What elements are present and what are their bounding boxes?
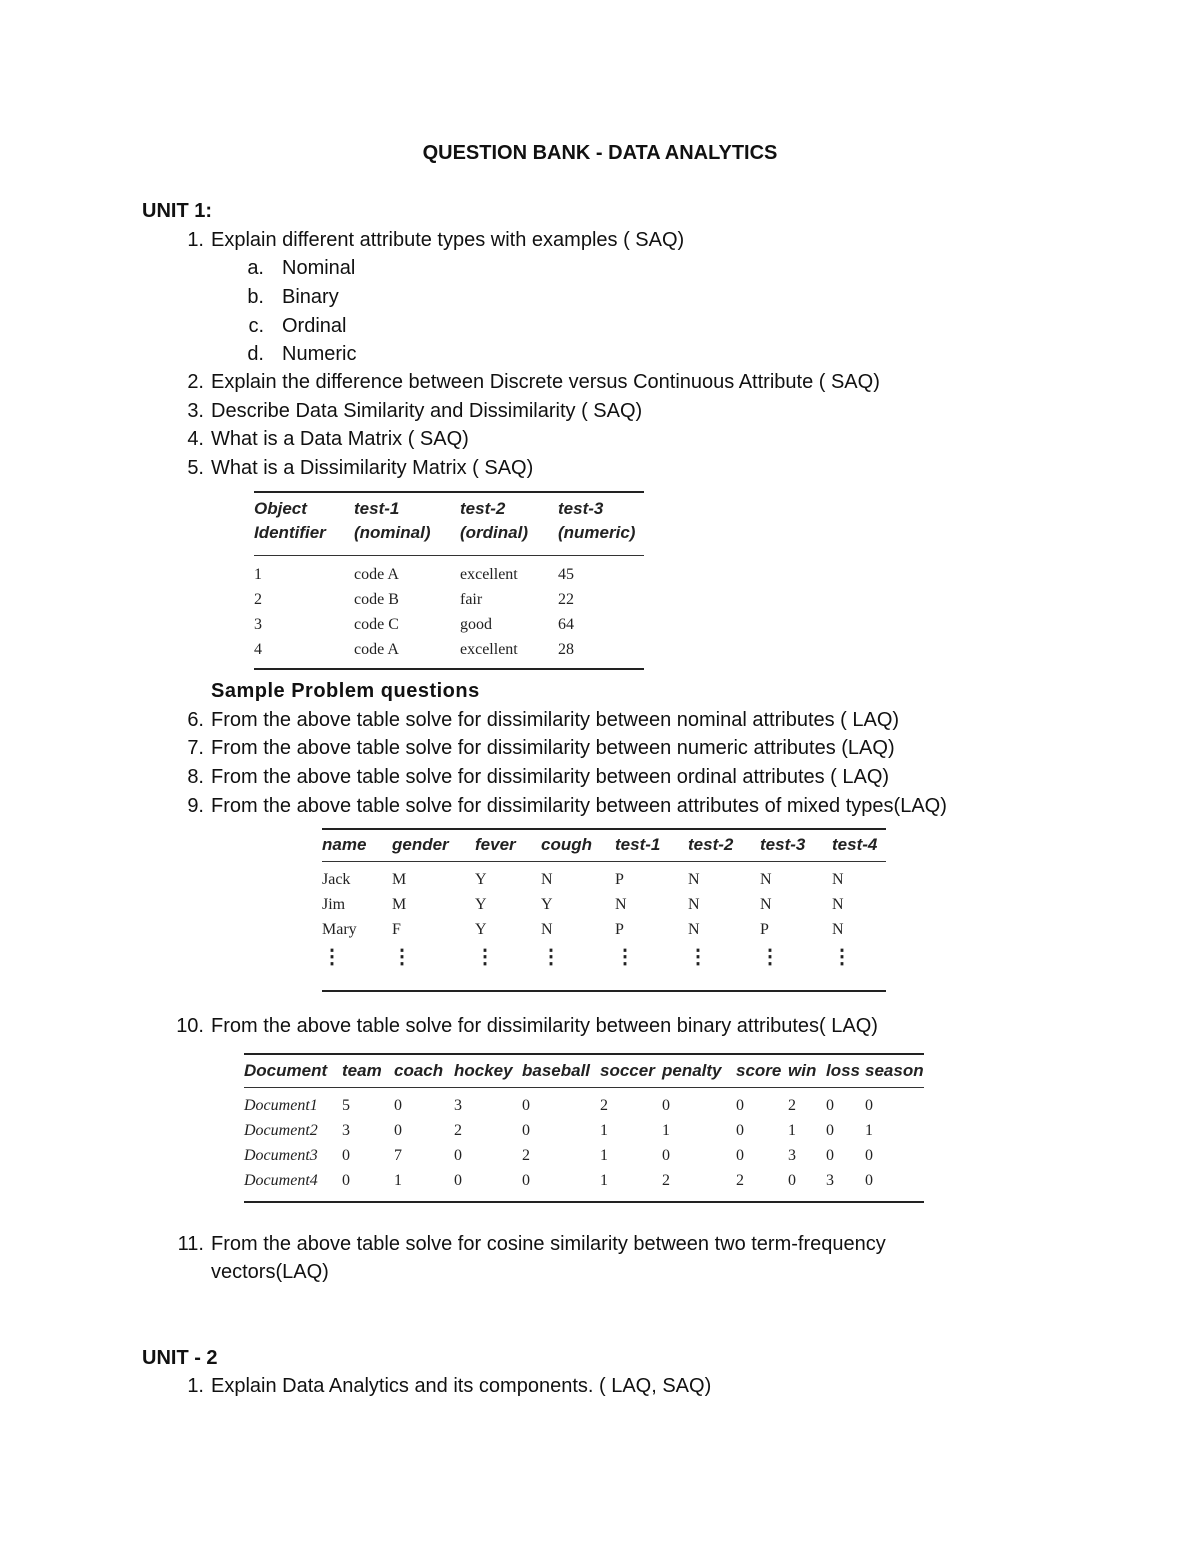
- table-row: [244, 1143, 924, 1168]
- table-cell: 28: [558, 640, 574, 658]
- table-cell: 3: [826, 1171, 834, 1189]
- table-cell: F: [392, 920, 401, 938]
- question-text: From the above table solve for dissimilarity between ordinal attributes ( LAQ): [211, 766, 890, 788]
- table-cell: 0: [736, 1121, 744, 1139]
- table-row: [322, 942, 886, 991]
- table-cell: Y: [475, 895, 487, 913]
- column-header: penalty: [662, 1054, 736, 1088]
- table-cell: 1: [254, 565, 262, 583]
- list-item: Nominal: [282, 257, 356, 279]
- column-header: fever: [475, 829, 541, 862]
- table-cell: 7: [394, 1146, 402, 1164]
- table-cell: M: [392, 870, 407, 888]
- table-cell: 1: [394, 1171, 402, 1189]
- column-header: coach: [394, 1054, 454, 1088]
- table-row: [254, 587, 644, 612]
- question-text: Describe Data Similarity and Dissimilarity ( SAQ): [211, 400, 643, 422]
- ellipsis-cell: ⋮: [832, 946, 852, 968]
- table-cell: 0: [736, 1146, 744, 1164]
- table-row: [254, 612, 644, 637]
- table-row: [322, 917, 886, 942]
- unit-1-heading: UNIT 1:: [142, 200, 212, 222]
- table-cell: P: [760, 920, 769, 938]
- table-cell: N: [832, 920, 844, 938]
- table-cell: 2: [522, 1146, 530, 1164]
- column-header: hockey: [454, 1054, 522, 1088]
- table-cell: 1: [788, 1121, 796, 1139]
- column-header: test-4: [832, 829, 886, 862]
- table-cell: 3: [254, 615, 262, 633]
- table-cell: 0: [454, 1146, 462, 1164]
- term-frequency-table: [244, 1053, 924, 1203]
- table-cell: N: [541, 870, 553, 888]
- ellipsis-cell: ⋮: [541, 946, 561, 968]
- table-cell: excellent: [460, 565, 518, 583]
- table-cell: excellent: [460, 640, 518, 658]
- table-cell: N: [688, 870, 700, 888]
- table-cell: P: [615, 870, 624, 888]
- unit-2-heading: UNIT - 2: [142, 1347, 218, 1369]
- table-cell: Y: [475, 870, 487, 888]
- column-header: cough: [541, 829, 615, 862]
- table-cell: 0: [522, 1096, 530, 1114]
- table-row: [244, 1088, 924, 1119]
- question-text: From the above table solve for dissimilarity between binary attributes( LAQ): [211, 1015, 878, 1037]
- table-cell: 0: [342, 1171, 350, 1189]
- ellipsis-cell: ⋮: [392, 946, 412, 968]
- table-cell: N: [688, 895, 700, 913]
- table-cell: 0: [522, 1121, 530, 1139]
- question-text: From the above table solve for dissimilarity between attributes of mixed types(LAQ): [211, 795, 947, 817]
- table-cell: code B: [354, 590, 399, 608]
- table-cell: N: [541, 920, 553, 938]
- list-item: Ordinal: [282, 315, 347, 337]
- table-cell: 0: [662, 1096, 670, 1114]
- table-cell: 3: [788, 1146, 796, 1164]
- question-text: Explain the difference between Discrete versus Continuous Attribute ( SAQ): [211, 371, 880, 393]
- table-cell: 0: [342, 1146, 350, 1164]
- table-cell: 0: [394, 1121, 402, 1139]
- table-cell: N: [615, 895, 627, 913]
- column-header: test-1 (nominal): [354, 492, 460, 556]
- table-row: [254, 556, 644, 588]
- list-item: Numeric: [282, 343, 357, 365]
- table-row: [254, 637, 644, 669]
- table-cell: 0: [865, 1146, 873, 1164]
- table-cell: 0: [865, 1096, 873, 1114]
- ellipsis-cell: ⋮: [688, 946, 708, 968]
- question-number: 1.: [187, 229, 204, 251]
- list-item: Binary: [282, 286, 339, 308]
- question-text: What is a Dissimilarity Matrix ( SAQ): [211, 457, 534, 479]
- table-cell: N: [832, 870, 844, 888]
- table-cell: 0: [826, 1121, 834, 1139]
- table-cell: 2: [600, 1096, 608, 1114]
- list-letter: a.: [247, 257, 264, 279]
- table-cell: 0: [522, 1171, 530, 1189]
- table-cell: 0: [736, 1096, 744, 1114]
- table-cell: 2: [788, 1096, 796, 1114]
- table-cell: fair: [460, 590, 483, 608]
- table-cell: 0: [826, 1146, 834, 1164]
- table-cell: 1: [865, 1121, 873, 1139]
- table-cell: Mary: [322, 920, 357, 938]
- table-cell: 2: [736, 1171, 744, 1189]
- ellipsis-cell: ⋮: [615, 946, 635, 968]
- table-cell: Document1: [244, 1096, 318, 1114]
- patient-records-table: [322, 828, 886, 992]
- column-header: Document: [244, 1054, 342, 1088]
- ellipsis-cell: ⋮: [760, 946, 780, 968]
- table-cell: Document2: [244, 1121, 318, 1139]
- mixed-attribute-table: [254, 491, 644, 670]
- table-cell: 2: [662, 1171, 670, 1189]
- table-cell: N: [688, 920, 700, 938]
- table-cell: Document3: [244, 1146, 318, 1164]
- question-text: Explain Data Analytics and its components. ( LAQ, SAQ): [211, 1375, 712, 1397]
- table-cell: 4: [254, 640, 262, 658]
- table-cell: N: [760, 870, 772, 888]
- column-header: test-3 (numeric): [558, 492, 644, 556]
- question-text: What is a Data Matrix ( SAQ): [211, 428, 469, 450]
- table-cell: code A: [354, 640, 399, 658]
- table-cell: 0: [394, 1096, 402, 1114]
- table-header-row: [254, 492, 644, 556]
- table-cell: 1: [600, 1121, 608, 1139]
- question-number: 5.: [187, 457, 204, 479]
- table-cell: 1: [600, 1146, 608, 1164]
- question-number: 6.: [187, 709, 204, 731]
- table-cell: code C: [354, 615, 399, 633]
- table-cell: 5: [342, 1096, 350, 1114]
- table-row: [244, 1118, 924, 1143]
- sample-problems-heading: Sample Problem questions: [211, 680, 480, 702]
- table-cell: Jim: [322, 895, 346, 913]
- question-text-continued: vectors(LAQ): [211, 1261, 329, 1283]
- table-cell: N: [760, 895, 772, 913]
- question-number: 3.: [187, 400, 204, 422]
- question-text: From the above table solve for cosine similarity between two term-frequency: [211, 1233, 886, 1255]
- question-number: 10.: [176, 1015, 204, 1037]
- table-cell: Document4: [244, 1171, 318, 1189]
- table-cell: code A: [354, 565, 399, 583]
- question-number: 2.: [187, 371, 204, 393]
- table-header-row: [322, 829, 886, 862]
- column-header: win: [788, 1054, 826, 1088]
- table-cell: 0: [788, 1171, 796, 1189]
- table-row: [322, 862, 886, 893]
- column-header: loss: [826, 1054, 865, 1088]
- column-header: score: [736, 1054, 788, 1088]
- question-number: 11.: [177, 1233, 204, 1255]
- column-header: team: [342, 1054, 394, 1088]
- list-letter: c.: [248, 315, 264, 337]
- table-cell: 2: [254, 590, 262, 608]
- table-cell: good: [460, 615, 492, 633]
- column-header: soccer: [600, 1054, 662, 1088]
- table-cell: Y: [475, 920, 487, 938]
- question-text: Explain different attribute types with examples ( SAQ): [211, 229, 685, 251]
- column-header: gender: [392, 829, 475, 862]
- column-header: test-2: [688, 829, 760, 862]
- table-cell: 3: [454, 1096, 462, 1114]
- column-header: test-3: [760, 829, 832, 862]
- table-cell: 22: [558, 590, 574, 608]
- table-header-row: [244, 1054, 924, 1088]
- table-cell: 64: [558, 615, 574, 633]
- table-cell: P: [615, 920, 624, 938]
- question-number: 8.: [187, 766, 204, 788]
- table-cell: 1: [662, 1121, 670, 1139]
- table-cell: 45: [558, 565, 574, 583]
- question-number: 4.: [187, 428, 204, 450]
- page-title: QUESTION BANK - DATA ANALYTICS: [422, 142, 778, 164]
- column-header: test-1: [615, 829, 688, 862]
- table-cell: Y: [541, 895, 553, 913]
- table-cell: 1: [600, 1171, 608, 1189]
- list-letter: b.: [247, 286, 264, 308]
- table-row: [322, 892, 886, 917]
- table-row: [244, 1168, 924, 1202]
- column-header: Object Identifier: [254, 492, 354, 556]
- table-cell: 2: [454, 1121, 462, 1139]
- question-text: From the above table solve for dissimilarity between numeric attributes (LAQ): [211, 737, 895, 759]
- table-cell: 0: [662, 1146, 670, 1164]
- column-header: baseball: [522, 1054, 600, 1088]
- ellipsis-cell: ⋮: [322, 946, 342, 968]
- column-header: test-2 (ordinal): [460, 492, 558, 556]
- question-number: 9.: [187, 795, 204, 817]
- table-cell: 0: [865, 1171, 873, 1189]
- table-cell: M: [392, 895, 407, 913]
- column-header: name: [322, 829, 392, 862]
- column-header: season: [865, 1054, 924, 1088]
- table-cell: 3: [342, 1121, 350, 1139]
- question-number: 7.: [187, 737, 204, 759]
- question-text: From the above table solve for dissimilarity between nominal attributes ( LAQ): [211, 709, 900, 731]
- question-number: 1.: [187, 1375, 204, 1397]
- table-cell: N: [832, 895, 844, 913]
- table-cell: 0: [826, 1096, 834, 1114]
- ellipsis-cell: ⋮: [475, 946, 495, 968]
- list-letter: d.: [247, 343, 264, 365]
- table-cell: Jack: [322, 870, 351, 888]
- table-cell: 0: [454, 1171, 462, 1189]
